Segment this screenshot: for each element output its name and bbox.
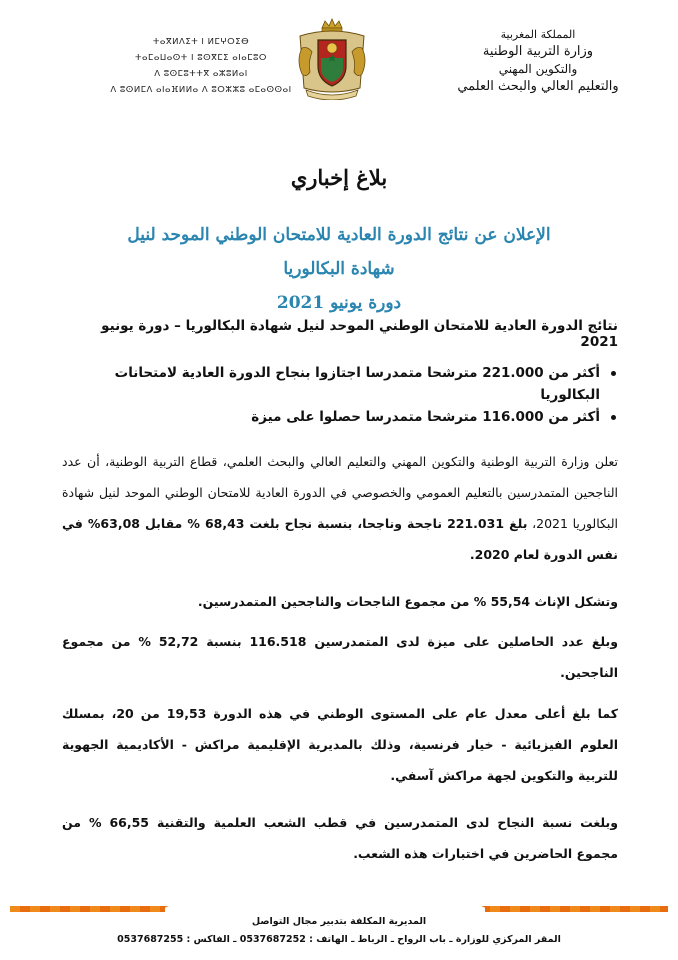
document-title bbox=[110, 218, 568, 320]
title-line2: دورة يونيو 2021 bbox=[276, 293, 402, 313]
summary-bullet-list bbox=[62, 362, 618, 428]
paragraph-female-share: وتشكل الإناث 55,54 % من مجموع الناجحات والناجحين المتمدرسين. bbox=[197, 594, 618, 609]
paragraph-results-overview bbox=[62, 446, 618, 570]
ministry-header-arabic bbox=[438, 28, 638, 94]
tifinagh-line3: ⴷ ⵓⵙⵎⵓⵜⵜⴳ ⴰⵣⵓⵍⴰⵏ bbox=[154, 69, 248, 79]
footer-department: المديرية المكلفة بتدبير مجال التواصل bbox=[251, 916, 427, 927]
summary-bullet: أكثر من 116.000 مترشحا متمدرسا حصلوا على ميزة bbox=[62, 406, 600, 428]
ministry-name-line2: والتكوين المهني bbox=[498, 62, 578, 76]
ministry-header-tifinagh bbox=[96, 34, 306, 98]
tifinagh-line4: ⴷ ⵓⵙⵍⵎⴷ ⴰⵏⴰⴼⵍⵍⴰ ⴷ ⵓⵔⵣⵣⵓ ⴰⵎⴰⵙⵙⴰⵏ bbox=[110, 85, 292, 95]
tifinagh-line1: ⵜⴰⴳⵍⴷⵉⵜ ⵏ ⵍⵎⵖⵔⵉⴱ bbox=[152, 37, 250, 47]
paragraph-text-bold: بلغ 221.031 ناجحة وناجحا، بنسبة نجاح بلغت 68,43 % مقابل 63,08% في نفس الدورة لعام 2020. bbox=[62, 516, 618, 562]
tifinagh-line2: ⵜⴰⵎⴰⵡⴰⵙⵜ ⵏ ⵓⵙⴳⵎⵉ ⴰⵏⴰⵎⵓⵔ bbox=[135, 53, 267, 63]
ministry-name-line1: وزارة التربية الوطنية bbox=[482, 44, 594, 59]
footer-divider-notch bbox=[165, 902, 485, 916]
document-type-heading: بلاغ إخباري bbox=[290, 165, 388, 190]
summary-section bbox=[62, 318, 618, 428]
summary-bullet: أكثر من 221.000 مترشحا متمدرسا اجتازوا بنجاح الدورة العادية لامتحانات البكالوريا bbox=[62, 362, 600, 406]
footer-contact: المقر المركزي للوزارة ـ باب الرواح ـ الرباط ـ الهاتف : 0537687252 ـ الفاكس : 0537687255 bbox=[117, 934, 561, 945]
summary-heading: نتائج الدورة العادية للامتحان الوطني الموحد لنيل شهادة البكالوريا – دورة يونيو 2021 bbox=[101, 318, 618, 350]
kingdom-name: المملكة المغربية bbox=[500, 28, 576, 41]
paragraph-honors: وبلغ عدد الحاصلين على ميزة لدى المتمدرسين 116.518 بنسبة 52,72 % من مجموع الناجحين. bbox=[62, 634, 618, 680]
paragraph-text: تعلن وزارة التربية الوطنية والتكوين المهني والتعليم العالي والبحث العلمي، قطاع التربية الوطنية، أن عدد الناجحين المتمدرسين بالتعليم العمومي والخصوصي في الدورة العادية للامتحان الوطني الموحد لنيل شهادة البكالوريا 2021، bbox=[62, 454, 618, 531]
ministry-name-line3: والتعليم العالي والبحث العلمي bbox=[457, 79, 619, 94]
title-line1: الإعلان عن نتائج الدورة العادية للامتحان الوطني الموحد لنيل شهادة البكالوريا bbox=[127, 225, 551, 279]
paragraph-top-score: كما بلغ أعلى معدل عام على المستوى الوطني في هذه الدورة 19,53 من 20، بمسلك العلوم الفيزيائية - خيار فرنسية، وذلك بالمديرية الإقليمية مراكش - الأكاديمية الجهوية للتربية والتكوين لجهة مراكش آسفي. bbox=[62, 706, 618, 783]
paragraph-science-track: وبلغت نسبة النجاح لدى المتمدرسين في قطب الشعب العلمية والتقنية 66,55 % من مجموع الحاضرين في اختبارات هذه الشعب. bbox=[62, 815, 619, 861]
